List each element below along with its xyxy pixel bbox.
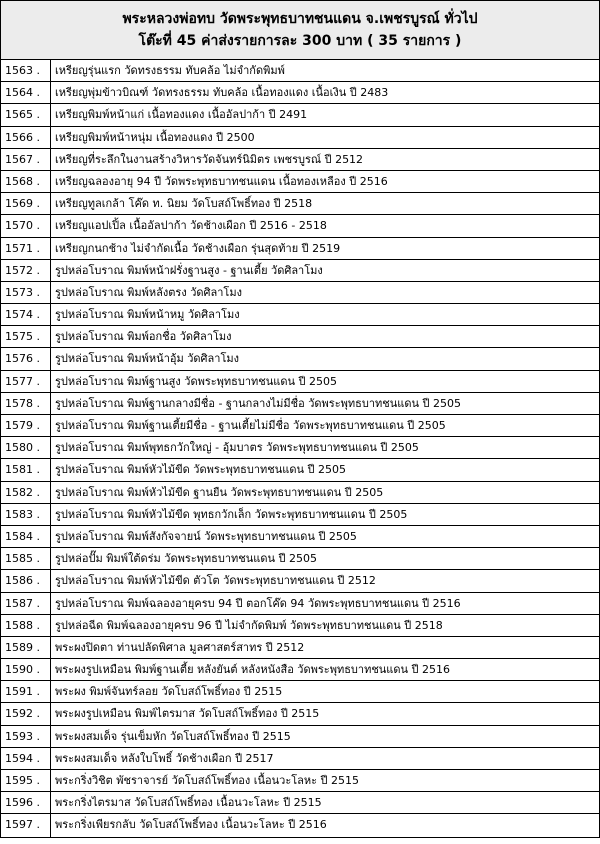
table-row <box>1 171 599 193</box>
table-row <box>1 282 599 304</box>
header-subtitle: โต๊ะที่ 45 ค่าส่งรายการละ 300 บาท ( 35 รายการ ) <box>138 33 462 49</box>
item-number: 1569 . <box>1 193 51 214</box>
item-number: 1575 . <box>1 326 51 347</box>
item-description: รูปหล่อโบราณ พิมพ์หัวไม้ขีด พุทธกวักเล็ก วัดพระพุทธบาทชนแดน ปี 2505 <box>55 507 408 521</box>
item-number: 1595 . <box>1 770 51 791</box>
table-row <box>1 104 599 126</box>
item-description: เหรียญรุ่นแรก วัดทรงธรรม ทับคล้อ ไม่จำกัดพิมพ์ <box>55 64 285 77</box>
item-number: 1593 . <box>1 726 51 747</box>
item-number: 1586 . <box>1 570 51 591</box>
item-description: รูปหล่อโบราณ พิมพ์ฐานกลางมีชื่อ - ฐานกลางไม่มีชื่อ วัดพระพุทธบาทชนแดน ปี 2505 <box>55 396 461 410</box>
item-description: พระผงรูปเหมือน พิมพ์ฐานเตี้ย หลังยันต์ หลังหนังสือ วัดพระพุทธบาทชนแดน ปี 2516 <box>55 663 451 677</box>
item-description: รูปหล่อโบราณ พิมพ์อกชื่อ วัดศิลาโมง <box>55 330 232 344</box>
item-description: รูปหล่อโบราณ พิมพ์พุทธกวักใหญ่ - อุ้มบาตร วัดพระพุทธบาทชนแดน ปี 2505 <box>55 441 419 455</box>
table-row <box>1 260 599 282</box>
table-row <box>1 304 599 326</box>
item-description: รูปหล่อโบราณ พิมพ์ฐานสูง วัดพระพุทธบาทชนแดน ปี 2505 <box>55 374 337 388</box>
item-description: เหรียญกนกช้าง ไม่จำกัดเนื้อ วัดช้างเผือก รุ่นสุดท้าย ปี 2519 <box>55 241 341 255</box>
item-description: รูปหล่อโบราณ พิมพ์หน้าหมู วัดศิลาโมง <box>55 308 240 322</box>
item-number: 1585 . <box>1 548 51 569</box>
item-description: เหรียญแอปเปิ้ล เนื้ออัลปาก้า วัดช้างเผือก ปี 2516 - 2518 <box>55 219 327 233</box>
item-number: 1589 . <box>1 637 51 658</box>
table-row <box>1 770 599 792</box>
item-description: รูปหล่อฉีด พิมพ์ฉลองอายุครบ 96 ปี ไม่จำกัดพิมพ์ วัดพระพุทธบาทชนแดน ปี 2518 <box>55 618 443 632</box>
table-row <box>1 215 599 237</box>
item-description: พระผงปิดตา ท่านปลัดพิศาล มูลศาสตร์สาทร ปี 2512 <box>55 640 305 654</box>
table-row <box>1 393 599 415</box>
table-row <box>1 570 599 592</box>
table-row <box>1 637 599 659</box>
item-description: เหรียญทูลเกล้า โค๊ด ท. นิยม วัดโบสถ์โพธิ์ทอง ปี 2518 <box>55 197 313 211</box>
item-description: รูปหล่อโบราณ พิมพ์ฐานเตี้ยมีชื่อ - ฐานเตี้ยไม่มีชื่อ วัดพระพุทธบาทชนแดน ปี 2505 <box>55 419 446 432</box>
table-row <box>1 238 599 260</box>
table-row <box>1 415 599 437</box>
item-number: 1571 . <box>1 238 51 259</box>
table-row <box>1 437 599 459</box>
item-description: รูปหล่อโบราณ พิมพ์หลังตรง วัดศิลาโมง <box>55 285 242 299</box>
item-number: 1596 . <box>1 792 51 813</box>
item-number: 1594 . <box>1 748 51 769</box>
item-number: 1577 . <box>1 371 51 392</box>
item-number: 1587 . <box>1 593 51 614</box>
item-number: 1590 . <box>1 659 51 680</box>
item-number: 1584 . <box>1 526 51 547</box>
table-row <box>1 703 599 725</box>
item-number: 1578 . <box>1 393 51 414</box>
table-row <box>1 127 599 149</box>
table-row <box>1 681 599 703</box>
table-row <box>1 60 599 82</box>
item-number: 1570 . <box>1 215 51 236</box>
item-description: เหรียญพิมพ์หน้าแก่ เนื้อทองแดง เนื้ออัลปาก้า ปี 2491 <box>55 108 308 122</box>
item-description: พระผง พิมพ์จันทร์ลอย วัดโบสถ์โพธิ์ทอง ปี 2515 <box>55 685 283 699</box>
table-row <box>1 504 599 526</box>
table-row <box>1 193 599 215</box>
item-description: เหรียญพิมพ์หน้าหนุ่ม เนื้อทองแดง ปี 2500 <box>55 130 255 144</box>
item-description: รูปหล่อโบราณ พิมพ์หน้าอุ้ม วัดศิลาโมง <box>55 352 239 366</box>
item-number: 1581 . <box>1 459 51 480</box>
item-description: รูปหล่อโบราณ พิมพ์สังกัจจายน์ วัดพระพุทธบาทชนแดน ปี 2505 <box>55 529 357 543</box>
table-row <box>1 659 599 681</box>
table-row <box>1 348 599 370</box>
item-description: พระผงสมเด็จ รุ่นเข็มหัก วัดโบสถ์โพธิ์ทอง ปี 2515 <box>55 729 291 743</box>
table-row <box>1 526 599 548</box>
item-number: 1591 . <box>1 681 51 702</box>
table-row <box>1 482 599 504</box>
item-number: 1566 . <box>1 127 51 148</box>
table-row <box>1 814 599 836</box>
item-description: พระกริ่งเพียรกลับ วัดโบสถ์โพธิ์ทอง เนื้อนวะโลหะ ปี 2516 <box>55 818 327 832</box>
header-title: พระหลวงพ่อทบ วัดพระพุทธบาทชนแดน จ.เพชรบูรณ์ ทั่วไป <box>122 11 478 27</box>
item-number: 1564 . <box>1 82 51 103</box>
item-description: รูปหล่อโบราณ พิมพ์ฉลองอายุครบ 94 ปี ตอกโค๊ด 94 วัดพระพุทธบาทชนแดน ปี 2516 <box>55 596 461 610</box>
item-description: พระผงสมเด็จ หลังใบโพธิ์ วัดช้างเผือก ปี 2517 <box>55 751 274 765</box>
table-row <box>1 326 599 348</box>
item-description: รูปหล่อโบราณ พิมพ์หัวไม้ขีด ฐานยืน วัดพระพุทธบาทชนแดน ปี 2505 <box>55 485 384 499</box>
item-number: 1574 . <box>1 304 51 325</box>
item-description: เหรียญที่ระลึกในงานสร้างวิหารวัดจันทร์นิมิตร เพชรบูรณ์ ปี 2512 <box>55 152 364 166</box>
item-description: เหรียญพุ่มข้าวบิณฑ์ วัดทรงธรรม ทับคล้อ เนื้อทองแดง เนื้อเงิน ปี 2483 <box>55 86 389 100</box>
item-number: 1576 . <box>1 348 51 369</box>
table-row <box>1 792 599 814</box>
table-row <box>1 593 599 615</box>
item-description: รูปหล่อโบราณ พิมพ์หน้าฝรั่งฐานสูง - ฐานเตี้ย วัดศิลาโมง <box>55 263 323 277</box>
table-row <box>1 726 599 748</box>
item-number: 1583 . <box>1 504 51 525</box>
item-number: 1579 . <box>1 415 51 436</box>
item-number: 1572 . <box>1 260 51 281</box>
item-description: พระผงรูปเหมือน พิมพ์ไตรมาส วัดโบสถ์โพธิ์ทอง ปี 2515 <box>55 707 320 721</box>
table-row <box>1 371 599 393</box>
item-number: 1568 . <box>1 171 51 192</box>
item-number: 1592 . <box>1 703 51 724</box>
item-description: รูปหล่อปั๊ม พิมพ์ใต้ดร่ม วัดพระพุทธบาทชนแดน ปี 2505 <box>55 552 318 566</box>
item-number: 1597 . <box>1 814 51 836</box>
item-number: 1565 . <box>1 104 51 125</box>
item-table <box>1 60 599 837</box>
table-row <box>1 615 599 637</box>
table-row <box>1 748 599 770</box>
item-number: 1580 . <box>1 437 51 458</box>
item-description: รูปหล่อโบราณ พิมพ์หัวไม้ขีด ตัวโต วัดพระพุทธบาทชนแดน ปี 2512 <box>55 574 376 588</box>
item-description: รูปหล่อโบราณ พิมพ์หัวไม้ขีด วัดพระพุทธบาทชนแดน ปี 2505 <box>55 463 347 477</box>
item-number: 1582 . <box>1 482 51 503</box>
item-number: 1588 . <box>1 615 51 636</box>
item-number: 1573 . <box>1 282 51 303</box>
item-number: 1563 . <box>1 60 51 81</box>
item-description: เหรียญฉลองอายุ 94 ปี วัดพระพุทธบาทชนแดน เนื้อทองเหลือง ปี 2516 <box>55 174 388 188</box>
item-number: 1567 . <box>1 149 51 170</box>
table-row <box>1 82 599 104</box>
table-row <box>1 149 599 171</box>
catalog-header <box>1 1 599 60</box>
table-row <box>1 459 599 481</box>
item-description: พระกริ่งไตรมาส วัดโบสถ์โพธิ์ทอง เนื้อนวะโลหะ ปี 2515 <box>55 796 322 810</box>
table-row <box>1 548 599 570</box>
item-description: พระกริ่งวิชิต พัชราจารย์ วัดโบสถ์โพธิ์ทอง เนื้อนวะโลหะ ปี 2515 <box>55 774 360 787</box>
